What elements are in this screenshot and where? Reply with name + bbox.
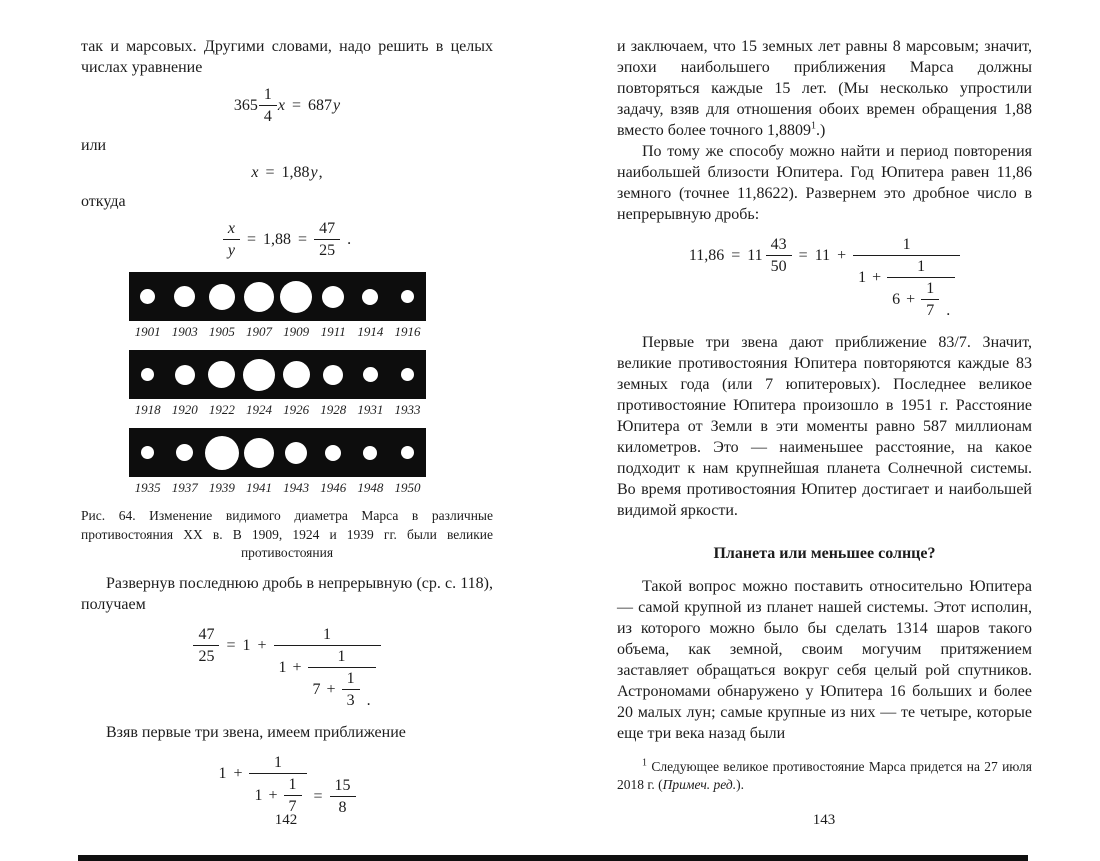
fraction-numerator: 47 <box>314 219 340 240</box>
coefficient: 1,88 <box>281 164 310 181</box>
plus-sign: + <box>326 680 336 698</box>
mars-disks-strip <box>129 350 426 399</box>
term: 1 <box>858 269 867 286</box>
mars-disk <box>176 444 193 461</box>
term: 11 <box>814 247 831 264</box>
mars-disk <box>209 284 235 310</box>
fraction <box>284 775 302 816</box>
fraction-numerator: 1 <box>853 235 960 256</box>
year-label: 1918 <box>134 402 161 417</box>
period: . <box>366 691 371 709</box>
equals-sign: = <box>247 231 257 248</box>
year-label: 1946 <box>320 480 347 495</box>
term <box>282 163 323 182</box>
paragraph-intro: так и марсовых. Другими словами, надо решить в целых числах уравнение <box>81 38 493 76</box>
formula-approximation-15-8 <box>81 753 493 817</box>
coefficient: 687 <box>308 97 333 114</box>
equals-sign: = <box>291 97 302 114</box>
equals-sign: = <box>298 231 308 248</box>
mars-disk <box>283 361 310 388</box>
formula-365x-687y <box>81 85 493 126</box>
fraction-denominator <box>308 668 376 710</box>
term: 1 <box>254 786 263 804</box>
fraction-denominator: y <box>227 242 236 259</box>
fraction-denominator <box>274 646 381 710</box>
mars-disk <box>208 361 235 388</box>
fraction <box>314 219 340 260</box>
fraction-denominator <box>887 278 955 320</box>
mars-disk <box>141 446 154 459</box>
fraction-denominator: 7 <box>288 797 297 815</box>
whole-number: 11 <box>747 247 763 264</box>
coefficient: 365 <box>233 97 258 114</box>
equals-sign: = <box>313 787 323 805</box>
year-label: 1916 <box>394 324 421 339</box>
fraction-denominator: 25 <box>198 647 215 665</box>
fraction-numerator: 47 <box>193 625 219 646</box>
year-label: 1943 <box>283 480 310 495</box>
fraction-denominator <box>853 256 960 320</box>
plus-sign: + <box>257 636 267 654</box>
footnote-text: ). <box>736 777 744 792</box>
section-heading: Планета или меньшее солнце? <box>713 545 936 562</box>
year-label: 1924 <box>245 402 272 417</box>
period: . <box>946 302 951 319</box>
fraction <box>921 279 939 320</box>
year-label: 1920 <box>171 402 198 417</box>
year-label: 1928 <box>320 402 347 417</box>
mars-disk <box>140 289 155 304</box>
figure-mars-oppositions <box>81 272 493 563</box>
fraction <box>887 257 955 320</box>
equals-sign: = <box>798 247 808 264</box>
value: 11,86 <box>688 247 725 264</box>
variable-x: x <box>277 97 285 114</box>
plus-sign: + <box>837 247 847 264</box>
fraction-numerator: 1 <box>308 647 376 668</box>
fraction-numerator: x <box>223 219 240 240</box>
fraction-denominator: 50 <box>770 258 787 275</box>
plus-sign: + <box>292 658 302 676</box>
mars-disk <box>322 286 344 308</box>
year-label: 1901 <box>134 324 161 339</box>
fraction <box>259 85 277 126</box>
formula-continued-fraction-jupiter <box>617 235 1032 320</box>
year-label: 1933 <box>394 402 421 417</box>
mars-disk <box>243 359 275 391</box>
mars-disk <box>244 438 274 468</box>
year-label: 1948 <box>357 480 384 495</box>
year-label: 1926 <box>283 402 310 417</box>
plus-sign: + <box>872 269 882 286</box>
connector-or: или <box>81 137 107 154</box>
page-number-left: 142 <box>274 812 298 828</box>
mars-disk <box>401 446 414 459</box>
connector-whence: откуда <box>81 193 126 210</box>
year-label: 1914 <box>357 324 384 339</box>
year-labels <box>129 479 426 497</box>
fraction-denominator: 25 <box>319 242 336 259</box>
mars-disk <box>174 286 195 307</box>
fraction-numerator: 1 <box>249 753 306 774</box>
year-label: 1950 <box>394 480 421 495</box>
year-label: 1931 <box>357 402 384 417</box>
paragraph-jupiter-period: По тому же способу можно найти и период повторения наибольшей близости Юпитера. Год Юпитера равен 11,86 земного (точнее 11,8622). Развернем это дробное число в непрерывную дробь: <box>617 143 1032 223</box>
paragraph-take: Взяв первые три звена, имеем приближение <box>106 723 406 741</box>
equals-sign: = <box>226 636 236 654</box>
fraction-numerator: 1 <box>342 669 360 690</box>
page-143 <box>617 36 1032 794</box>
mars-disk <box>141 368 154 381</box>
fraction <box>223 219 240 260</box>
footnote-editor-note: Примеч. ред. <box>662 777 737 792</box>
fraction-denominator: 7 <box>926 302 935 319</box>
variable-y: y <box>333 97 341 114</box>
year-label: 1907 <box>245 324 272 339</box>
fraction-denominator: 3 <box>346 691 355 709</box>
fraction-denominator: 4 <box>263 108 272 125</box>
term: 7 <box>312 680 321 698</box>
fraction-denominator: 8 <box>338 798 347 816</box>
text: и заключаем, что 15 земных лет равны 8 марсовым; значит, эпохи наибольшего приближения Марса должны повторяться каждые 15 лет. (Мы несколько упростили задачу, взяв для отношения обоих времен обращения 1,88 вместо более точного 1,8809 <box>617 38 1032 139</box>
year-label: 1937 <box>171 480 198 495</box>
fraction <box>193 625 219 666</box>
year-label: 1941 <box>245 480 272 495</box>
mars-disk <box>323 365 343 385</box>
text: .) <box>816 122 826 139</box>
term: 6 <box>892 291 901 308</box>
year-label: 1939 <box>208 480 235 495</box>
mars-disks-strip <box>129 272 426 321</box>
plus-sign: + <box>906 291 916 308</box>
formula-ratio-47-25 <box>81 219 493 260</box>
fraction-numerator: 1 <box>887 257 955 278</box>
equals-sign: = <box>731 247 741 264</box>
fraction <box>274 625 381 710</box>
fraction <box>342 669 360 710</box>
year-label: 1903 <box>171 324 198 339</box>
fraction <box>308 647 376 710</box>
value: 1,88 <box>263 231 292 248</box>
year-label: 1909 <box>283 324 310 339</box>
figure-caption: Рис. 64. Изменение видимого диаметра Марса в различные противостояния XX в. В 1909, 1924 и 1939 гг. были великие противостояния <box>81 508 493 560</box>
mixed-number <box>234 85 285 126</box>
fraction-numerator: 1 <box>274 625 381 646</box>
fraction <box>330 776 356 817</box>
fraction-numerator: 1 <box>921 279 939 300</box>
year-labels <box>129 323 426 341</box>
formula-continued-fraction-47-25 <box>81 625 493 710</box>
footnote-text: Следующее великое противостояние Марса придется на 27 июля 2018 г. ( <box>617 759 1032 792</box>
scan-edge-bar <box>78 855 1028 861</box>
year-label: 1911 <box>320 324 346 339</box>
formula-x-188y <box>81 163 493 182</box>
term: 1 <box>242 636 251 654</box>
opposition-strip-1901-1916 <box>81 272 493 341</box>
mars-disk <box>205 436 239 470</box>
fraction-numerator: 43 <box>766 235 792 256</box>
mars-disk <box>362 289 378 305</box>
paragraph-jupiter-oppositions: Первые три звена дают приближение 83/7. Значит, великие противостояния Юпитера повторяются каждые 83 земных года (или 7 юпитеровых). Последнее великое противостояние Юпитера произошло в 1951 г. Расстояние Юпитера от Земли в эти моменты равно 587 миллионам километров. Это — наименьшее расстояние, на какое подходит к нам крупнейшая планета Солнечной системы. Во время противостояния Юпитер достигает и наибольшей видимой яркости. <box>617 334 1032 519</box>
mars-disk <box>175 365 195 385</box>
year-labels <box>129 401 426 419</box>
mars-disk <box>280 281 312 313</box>
fraction-numerator: 1 <box>259 85 277 106</box>
mars-disk <box>244 282 274 312</box>
term <box>308 96 340 115</box>
paragraph-conclusion <box>617 36 1032 141</box>
mars-disk <box>401 290 414 303</box>
fraction-denominator <box>249 774 306 816</box>
mars-disk <box>325 445 341 461</box>
plus-sign: + <box>268 786 278 804</box>
variable-y: y <box>310 164 318 181</box>
year-label: 1905 <box>208 324 235 339</box>
year-label: 1935 <box>134 480 161 495</box>
mars-disk <box>363 367 378 382</box>
term: 1 <box>218 764 227 782</box>
opposition-strip-1918-1933 <box>81 350 493 419</box>
mars-disk <box>363 446 377 460</box>
page-142 <box>81 36 493 829</box>
fraction <box>853 235 960 320</box>
opposition-strip-1935-1950 <box>81 428 493 497</box>
term: 1 <box>278 658 287 676</box>
plus-sign: + <box>233 764 243 782</box>
period: . <box>347 231 352 248</box>
fraction-numerator: 1 <box>284 775 302 796</box>
fraction-numerator: 15 <box>330 776 356 797</box>
year-label: 1922 <box>208 402 235 417</box>
mars-disk <box>401 368 414 381</box>
fraction <box>249 753 306 816</box>
mars-disk <box>285 442 307 464</box>
footnote <box>617 758 1032 794</box>
footnote-number: 1 <box>642 757 647 769</box>
paragraph-jupiter-giant: Такой вопрос можно поставить относительно Юпитера — самой крупной из планет нашей системы. Этот исполин, из которого можно было бы сделать 1314 шаров такого объема, как земной, своим могучим притяжением заставляет обращаться вокруг себя целый рой спутников. Астрономами обнаружено у Юпитера 16 больших и более 20 малых лун; самые крупные из них — те четыре, которые еще три века назад были <box>617 578 1032 742</box>
paragraph-expand: Развернув последнюю дробь в непрерывную (ср. с. 118), получаем <box>81 574 493 613</box>
variable-x: x <box>251 164 259 181</box>
fraction <box>766 235 792 276</box>
footnote-ref: 1 <box>811 120 817 132</box>
mars-disks-strip <box>129 428 426 477</box>
comma: , <box>318 164 323 181</box>
page-number-right: 143 <box>812 812 836 828</box>
equals-sign: = <box>265 164 275 181</box>
